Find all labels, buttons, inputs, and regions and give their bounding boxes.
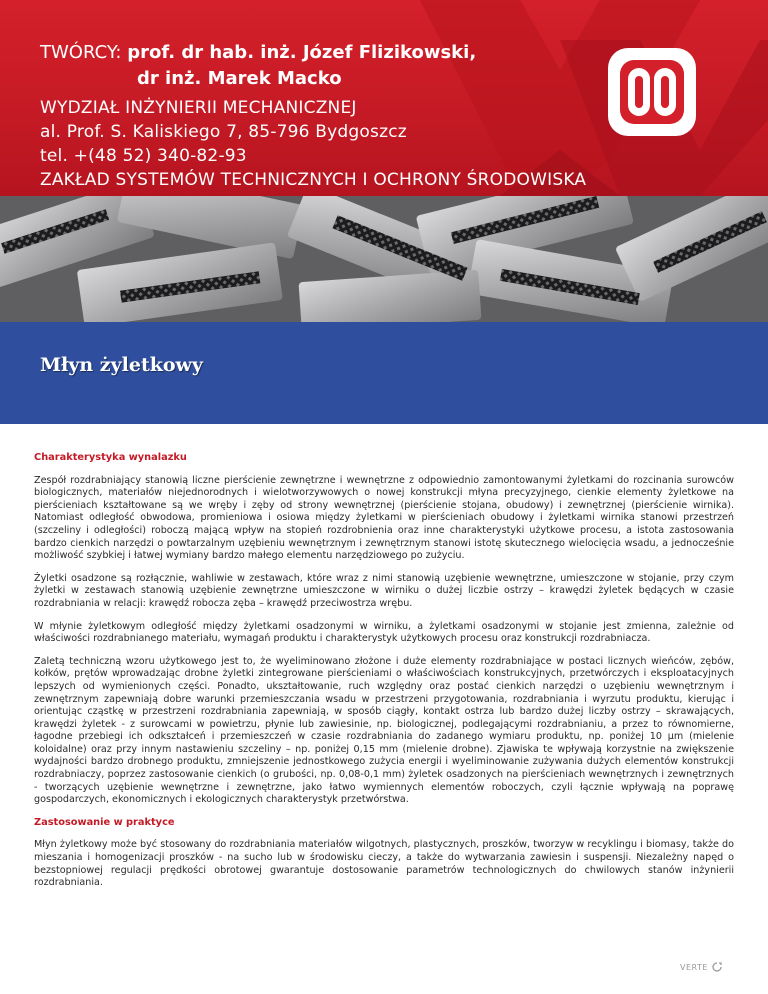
authors-block [40,40,476,92]
paragraph: Zaletą techniczną wzoru użytkowego jest to, że wyeliminowano złożone i duże elementy rozdrabniające w postaci licznych wieńców, zębów, kołków, prętów wprowadzając drobne żyletki zintegrowane pierścieniami o właściwościach konstrukcyjnych, przetwórczych i eksploatacyjnych lepszych od wymienionych części. Ponadto, ukształtowanie, ruch względny oraz postać cienkich narzędzi o uzębieniu wewnętrznym i zewnętrznym zapewniają dobre warunki przemieszczania wsadu w przestrzeni przygotowania, rozdrabniania i wyrzutu produktu, kierując i orientując cząstkę w przestrzeni rozdrabniania zapewniają, w sposób ciągły, kontakt ostrza lub bardzo dużej liczby ostrzy – skrawających, krawędzi żyletek - z surowcami w powietrzu, płynie lub zawiesinie, np. biologicznej, podlegającymi rozdrabnianiu, a przez to równomierne, łagodne przebiegi ich odkształceń i przemieszczeń w czasie rozdrabniania do zadanego wymiaru produktu, np. poniżej 10 μm (mielenie koloidalne) oraz przy innym nastawieniu szczeliny – np. poniżej 0,15 mm (mielenie drobne). Zjawiska te wpływają korzystnie na zwiększenie wydajności bardzo drobnego produktu, zmniejszenie jednostkowego zużycia energii i wyeliminowanie zużywania dużych elementów konstrukcji rozdrabniaczy, poprzez zastosowanie cienkich (o grubości, np. 0,08-0,1 mm) żyletek osadzonych na pierścieniach wewnętrznych i zewnętrznych - tworzących uzębienie wewnętrzne i zewnętrzne, jako łatwo wymiennych elementów roboczych, czyli łącznie wpływają na poprawę gospodarczych, ekonomicznych i ekologicznych charakterystyk przetwórstwa. [34,655,734,806]
faculty-phone: tel. +(48 52) 340-82-93 [40,146,247,166]
page-title: Młyn żyletkowy [40,354,203,376]
department-name: ZAKŁAD SYSTEMÓW TECHNICZNYCH I OCHRONY ŚRODOWISKA [40,170,587,190]
author-2-name: dr inż. Marek Macko [137,68,342,89]
paragraph: Żyletki osadzone są rozłącznie, wahliwie w zestawach, które wraz z nimi stanowią uzębienie wewnętrzne, umieszczone w stojanie, przy czym żyletki w zestawach stanowią uzębienie zewnętrzne umieszczone w wirniku o dużej liczbie ostrzy – krawędzi żyletek będących w czasie rozdrabniania w relacji: krawędź robocza zęba – krawędź przeciwostrza wrębu. [34,572,734,609]
razor-blades-illustration [0,196,768,322]
paragraph: W młynie żyletkowym odległość między żyletkami osadzonymi w wirniku, a żyletkami osadzonymi w stojanie jest zmienna, zależnie od właściwości rozdrabnianego materiału, wymagań produktu i charakterystyk użytkowych procesu oraz konstrukcji rozdrabniacza. [34,620,734,645]
authors-role-label: TWÓRCY: [40,42,122,63]
paragraph: Młyn żyletkowy może być stosowany do rozdrabniania materiałów wilgotnych, plastycznych, proszków, tworzyw w recyklingu i biomasy, także do mieszania i homogenizacji proszków - na sucho lub w środowisku cieczy, a także do wytwarzania zawiesin i suspensji. Niezależny napęd o bezstopniowej regulacji prędkości obrotowej gwarantuje dostosowanie parametrów technologicznych do chwilowych stanów inżynierii rozdrabniania. [34,839,734,889]
header-banner [0,0,768,196]
section-heading-applications: Zastosowanie w praktyce [34,816,175,828]
page-turn-icon [712,962,722,972]
faculty-address-block [40,96,586,192]
razor-blades-photo [0,196,768,322]
paragraph: Zespół rozdrabniający stanowią liczne pierścienie zewnętrzne i wewnętrzne z odpowiednio zamontowanymi żyletkami do rozcinania surowców biologicznych, materiałów niejednorodnych i wielotworzywowych o nowej konstrukcji młyna precyzyjnego, cienkie elementy żyletkowe na pierścieniach kształtowane są we wręby i zęby od strony wewnętrznej (pierścienie stojana, obudowy) i zewnętrznej (pierścienie wirnika). Natomiast odległość obwodowa, promieniowa i osiowa między żyletkami w pierścieniach obudowy i żyletkami wirnika stanowi przestrzeń (szczeliny i odległości) roboczą mającą wpływ na stopień rozdrobnienia oraz inne charakterystyki użytkowe procesu, a istota zastosowania bardzo cienkich narzędzi o powtarzalnym uzębieniu wewnętrznym i zewnętrznym stanowi istotę skutecznego wielocięcia wsadu, a jednocześnie możliwość szybkiej i łatwej wymiany bardzo małego elementu narzędziowego po zużyciu. [34,474,734,562]
verte-indicator [680,962,722,972]
faculty-name: WYDZIAŁ INŻYNIERII MECHANICZNEJ [40,98,357,118]
section-heading-characteristics: Charakterystyka wynalazku [34,452,187,463]
author-1-name: prof. dr hab. inż. Józef Flizikowski, [127,42,477,63]
document-body [34,452,734,900]
faculty-address: al. Prof. S. Kaliskiego 7, 85-796 Bydgoszcz [40,122,407,142]
university-logo-icon [604,44,700,140]
title-band [0,322,768,424]
verte-label: VERTE [680,962,708,972]
